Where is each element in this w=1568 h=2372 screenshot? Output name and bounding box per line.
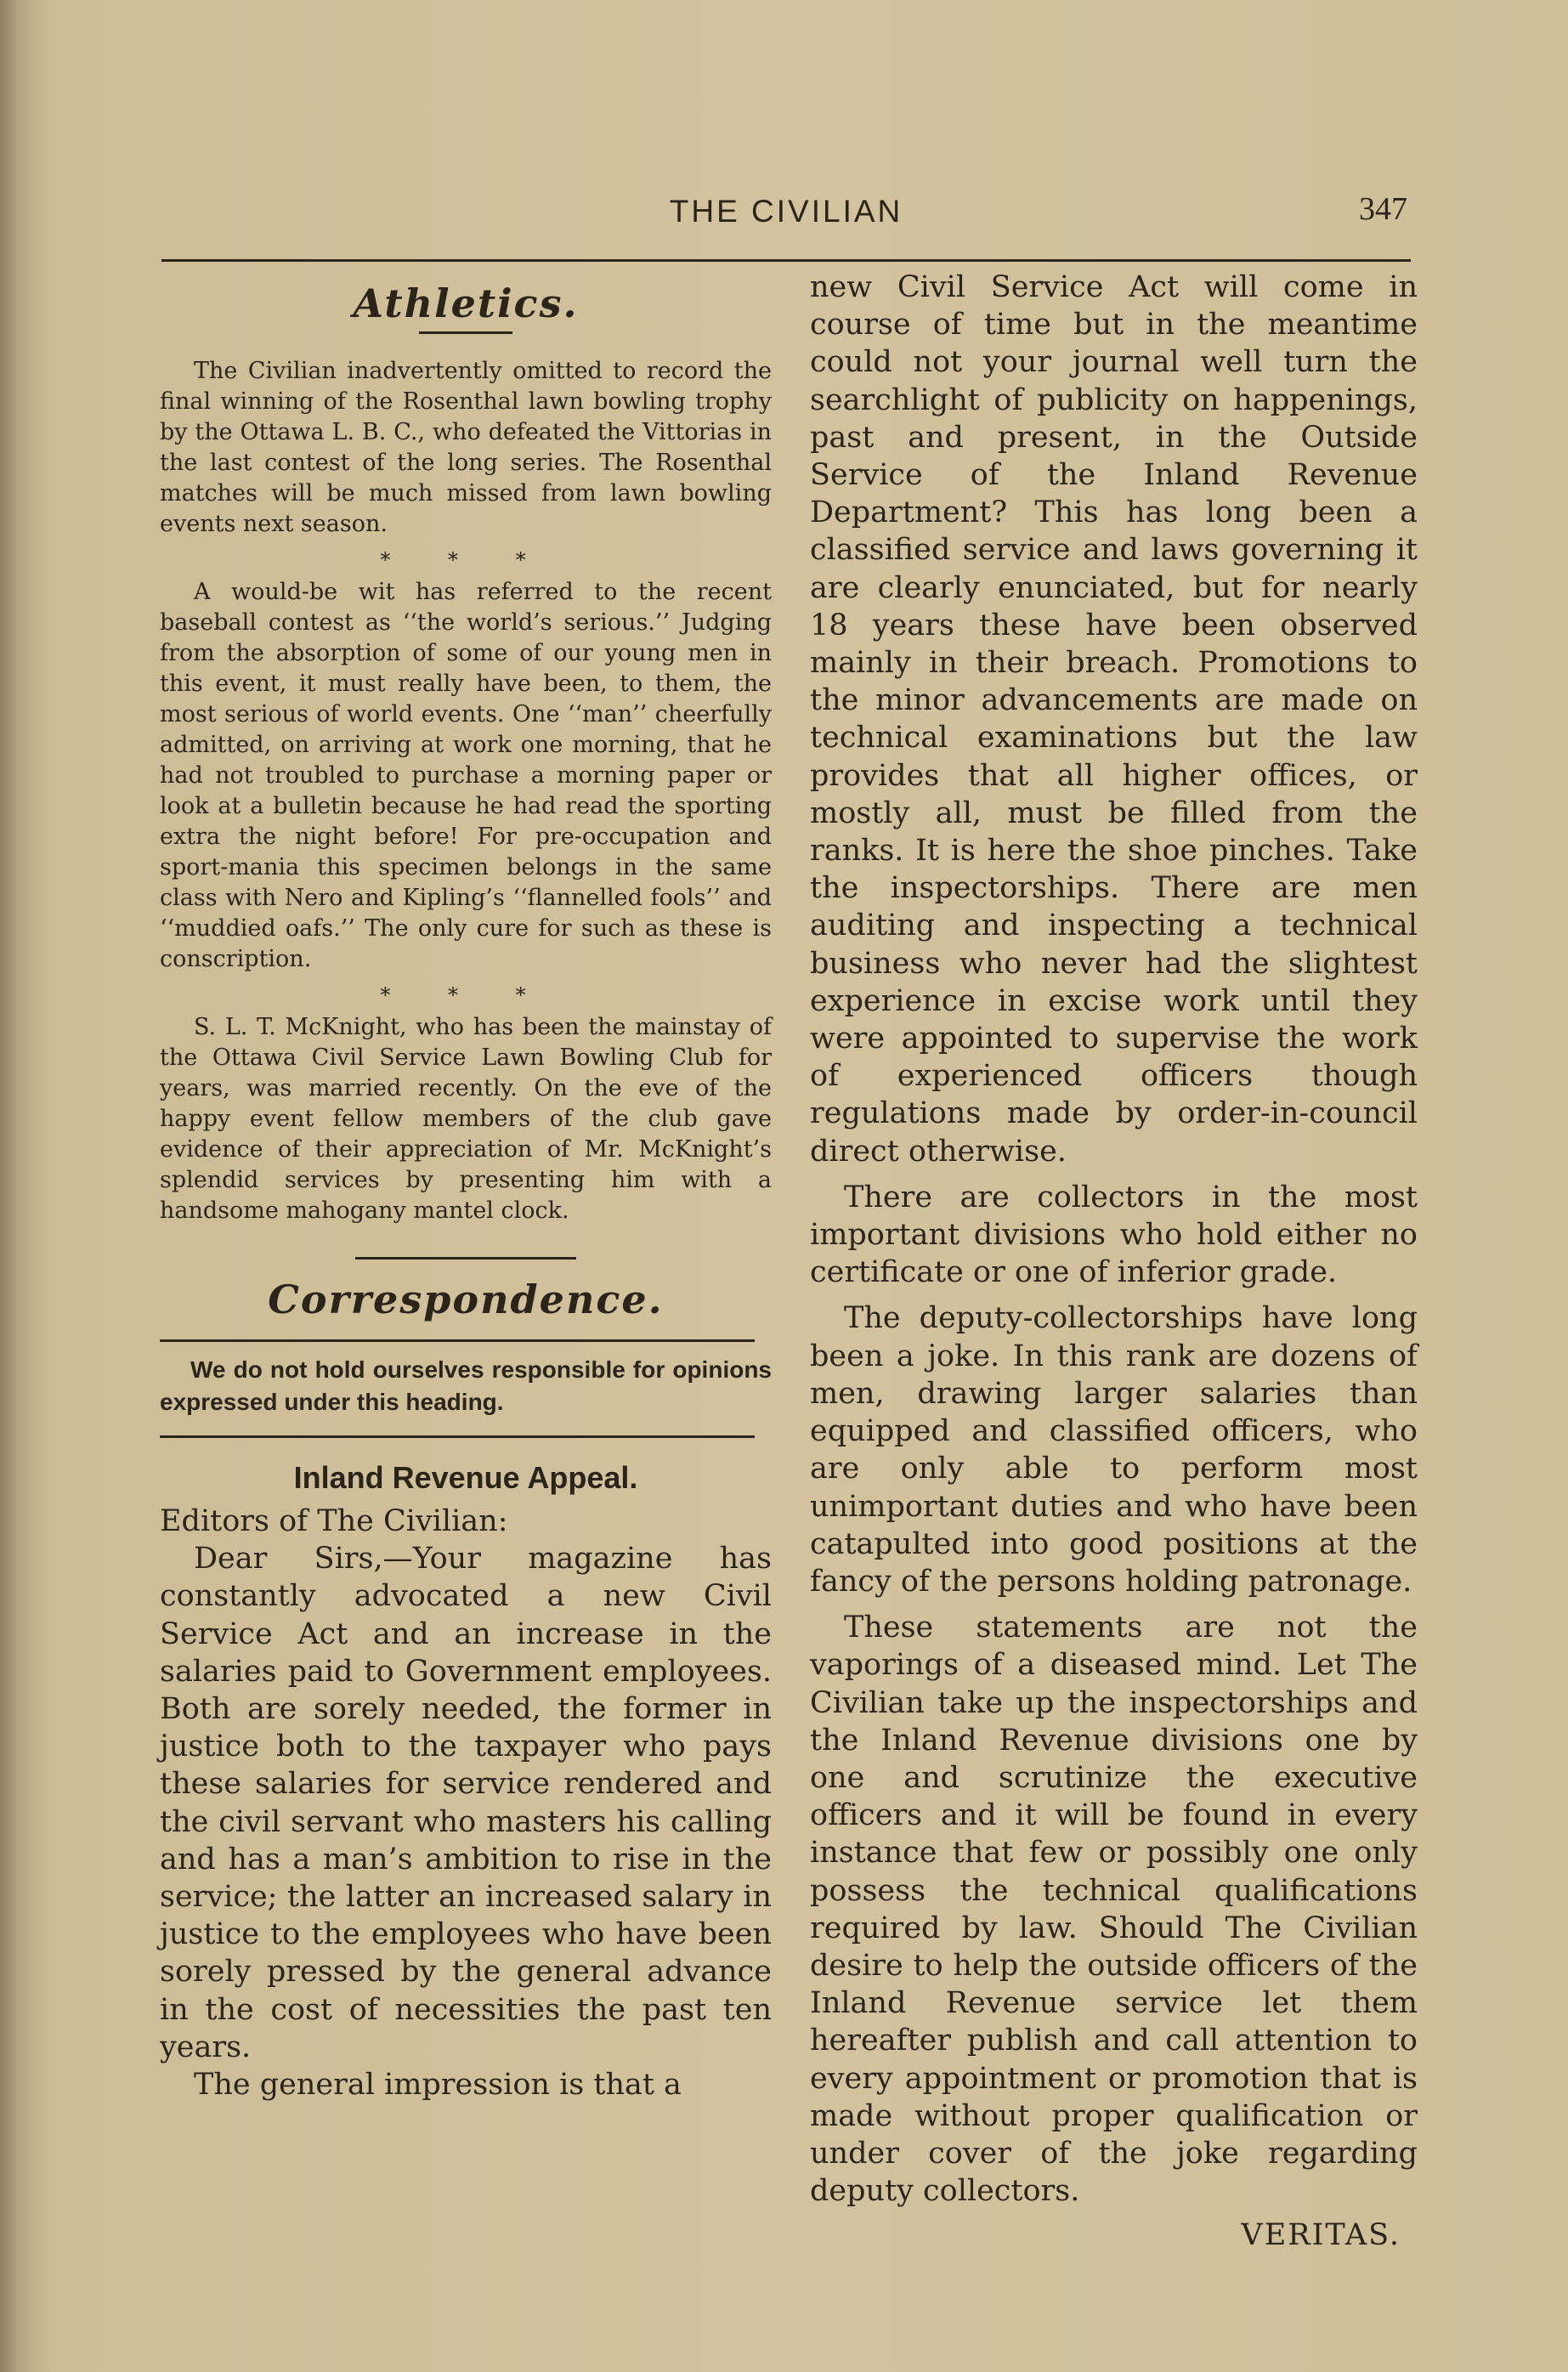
- letter-paragraph-3: There are collectors in the most important divisions who hold either no certificate or one of inferior grade.: [810, 1180, 1418, 1290]
- letter-paragraph-2-continued: new Civil Service Act will come in course of time but in the meantime could not your journal well turn the searchlight of publicity on happenings, past and present, in the Outside Service of the Inland Revenue Department? This has long been a classified service and laws governing it are clearly enunciated, but for nearly 18 years these have been observed mainly in their breach. Promotions to the minor advancements are made on technical examinations but the law provides that all higher offices, or mostly all, must be filled from the ranks. It is here the shoe pinches. Take the inspectorships. There are men auditing and inspecting a technical business who never had the slightest experience in excise work until they were appointed to supervise the work of experienced officers though regulations made by order-in-council direct otherwise.: [810, 270, 1418, 1169]
- athletics-heading: Athletics.: [353, 280, 579, 326]
- letter-paragraph-2-start: The general impression is that a: [194, 2068, 682, 2103]
- athletics-paragraph-3: S. L. T. McKnight, who has been the mainstay of the Ottawa Civil Service Lawn Bowling Club for years, was married recently. On the eve of the happy event fellow members of the club gave evidence of their appreciation of Mr. McKnight’s splendid services by presenting him with a handsome mahogany mantel clock.: [160, 1014, 772, 1224]
- section-break-stars: * * *: [380, 548, 552, 572]
- correspondence-rule-top: [160, 1339, 755, 1342]
- header-rule: [161, 259, 1411, 262]
- page-number: 347: [1359, 191, 1407, 227]
- correspondence-heading: Correspondence.: [268, 1277, 664, 1322]
- letter-paragraph-1: Dear Sirs,—Your magazine has constantly advocated a new Civil Service Act and an increase in the salaries paid to Government employees. Both are sorely needed, the former in justice both to the taxpayer who pays these salaries for service rendered and the civil servant who masters his calling and has a man’s ambition to rise in the service; the latter an increased salary in justice to the employees who have been sorely pressed by the general advance in the cost of necessities the past ten years.: [160, 1542, 772, 2064]
- athletics-rule: [419, 331, 512, 334]
- running-title: THE CIVILIAN: [669, 194, 903, 229]
- athletics-paragraph-2: A would-be wit has referred to the recent baseball contest as ‘‘the world’s serious.’’ Judging from the absorption of some of our young men in this event, it must really have been, to them, the most serious of world events. One ‘‘man’’ cheerfully admitted, on arriving at work one morning, that he had not troubled to purchase a morning paper or look at a bulletin because he had read the sporting extra the night before! For pre-occupation and sport-mania this specimen belongs in the same class with Nero and Kipling’s ‘‘flannelled fools’’ and ‘‘muddied oafs.’’ The only cure for such as these is conscription.: [160, 579, 772, 972]
- letter-title: Inland Revenue Appeal.: [293, 1460, 638, 1495]
- right-column: [810, 269, 1418, 2252]
- correspondence-rule-bottom: [160, 1435, 755, 1438]
- section-divider: [355, 1257, 576, 1260]
- athletics-paragraph-1: The Civilian inadvertently omitted to record the final winning of the Rosenthal lawn bowling trophy by the Ottawa L. B. C., who defeated the Vittorias in the last contest of the long series. The Rosenthal matches will be much missed from lawn bowling events next season.: [160, 358, 772, 537]
- correspondence-notice: We do not hold ourselves responsible for opinions expressed under this heading.: [160, 1356, 772, 1415]
- letter-paragraph-5: These statements are not the vaporings of a diseased mind. Let The Civilian take up the inspectorships and the Inland Revenue divisions one by one and scrutinize the executive officers and it will be found in every instance that few or possibly one only possess the technical qualifications required by law. Should The Civilian desire to help the outside officers of the Inland Revenue service let them hereafter publish and call attention to every appointment or promotion that is made without proper qualification or under cover of the joke regarding deputy collectors.: [810, 1611, 1418, 2209]
- letter-salutation: Editors of The Civilian:: [160, 1504, 508, 1538]
- section-break-stars: * * *: [380, 983, 552, 1007]
- left-column: [160, 269, 772, 2103]
- letter-paragraph-4: The deputy-collectorships have long been a joke. In this rank are dozens of men, drawing larger salaries than equipped and classified officers, who are only able to perform most unimportant duties and who have been catapulted into good positions at the fancy of the persons holding patronage.: [810, 1301, 1418, 1599]
- letter-signature: VERITAS.: [1241, 2218, 1401, 2253]
- page-header: [161, 191, 1411, 245]
